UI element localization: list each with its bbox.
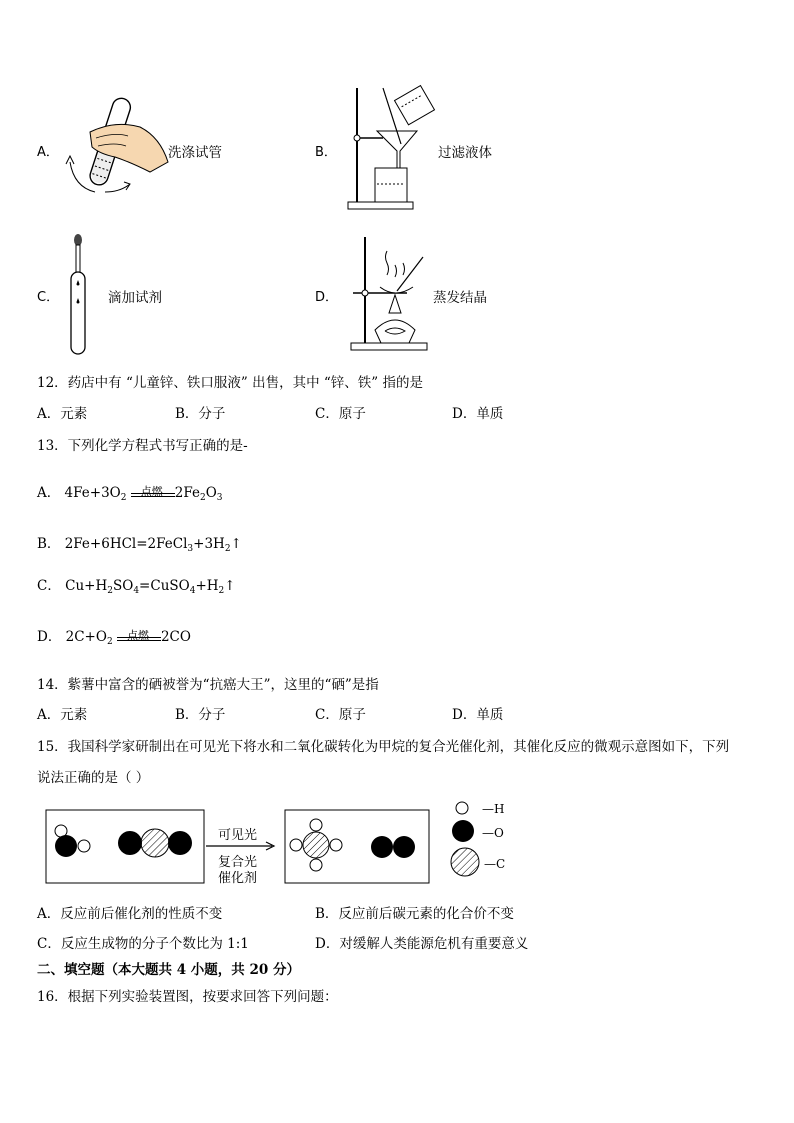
option-b-letter: B． xyxy=(315,145,337,160)
q14-option-d: D．单质 xyxy=(452,707,504,723)
q14-option-c: C．原子 xyxy=(315,707,366,723)
q15-stem-line2: 说法正确的是（ ） xyxy=(37,770,150,786)
option-a-letter: A． xyxy=(37,145,59,160)
legend-h-icon xyxy=(456,802,468,814)
q12-option-d: D．单质 xyxy=(452,406,504,422)
q14-option-a: A．元素 xyxy=(37,707,88,723)
legend-h-label: —H xyxy=(482,802,505,816)
q12-option-b: B．分子 xyxy=(175,406,226,422)
q12-option-a: A．元素 xyxy=(37,406,88,422)
section-heading: 二、填空题（本大题共 4 小题，共 20 分） xyxy=(37,962,300,978)
legend-o-label: —O xyxy=(482,826,504,840)
q13-d-condition: 点燃 xyxy=(126,629,149,642)
q15-option-a: A．反应前后催化剂的性质不变 xyxy=(37,906,223,922)
q15-option-c: C．反应生成物的分子个数比为 1:1 xyxy=(37,936,249,952)
q13-a-condition: 点燃 xyxy=(140,485,163,498)
diagram-above-arrow: 可见光 xyxy=(218,828,258,843)
legend-c-icon xyxy=(451,848,479,876)
q13-option-c: C． $Cu+H_2SO_4=CuSO_4+H_2↑$ xyxy=(37,578,236,596)
q15-stem-line1: 15．我国科学家研制出在可见光下将水和二氧化碳转化为甲烷的复合光催化剂，其催化反应的微观示意图如下，下列 xyxy=(37,739,730,755)
option-d-caption: 蒸发结晶 xyxy=(433,290,487,306)
q13-stem: 13．下列化学方程式书写正确的是- xyxy=(37,438,248,454)
option-c-caption: 滴加试剂 xyxy=(108,290,162,306)
q12-stem: 12．药店中有 “儿童锌、铁口服液” 出售，其中 “锌、铁” 指的是 xyxy=(37,375,423,391)
q15-option-b: B．反应前后碳元素的化合价不变 xyxy=(315,906,514,922)
option-d-letter: D． xyxy=(315,290,339,305)
q13-option-b: B． $2Fe+6HCl=2FeCl_3+3H_2↑$ xyxy=(37,536,242,554)
legend-o-icon xyxy=(452,820,474,842)
legend-c-label: —C xyxy=(484,857,506,871)
q15-option-d: D．对缓解人类能源危机有重要意义 xyxy=(315,936,529,952)
q13-option-a: A． $4Fe+3O_2$ 点燃 $2Fe_2O_3$ xyxy=(37,485,223,503)
q14-stem: 14．紫薯中富含的硒被誉为“抗癌大王”，这里的“硒”是指 xyxy=(37,677,379,693)
option-b-caption: 过滤液体 xyxy=(438,145,492,161)
option-c-letter: C． xyxy=(37,290,60,305)
q13-option-d: D． $2C+O_2$ 点燃 2CO xyxy=(37,629,191,647)
diagram-below-arrow-2: 催化剂 xyxy=(218,871,258,886)
diagram-below-arrow-1: 复合光 xyxy=(218,855,258,870)
q14-option-b: B．分子 xyxy=(175,707,226,723)
q16-stem: 16．根据下列实验装置图，按要求回答下列问题： xyxy=(37,989,338,1005)
option-a-caption: 洗涤试管 xyxy=(168,145,222,161)
q12-option-c: C．原子 xyxy=(315,406,366,422)
